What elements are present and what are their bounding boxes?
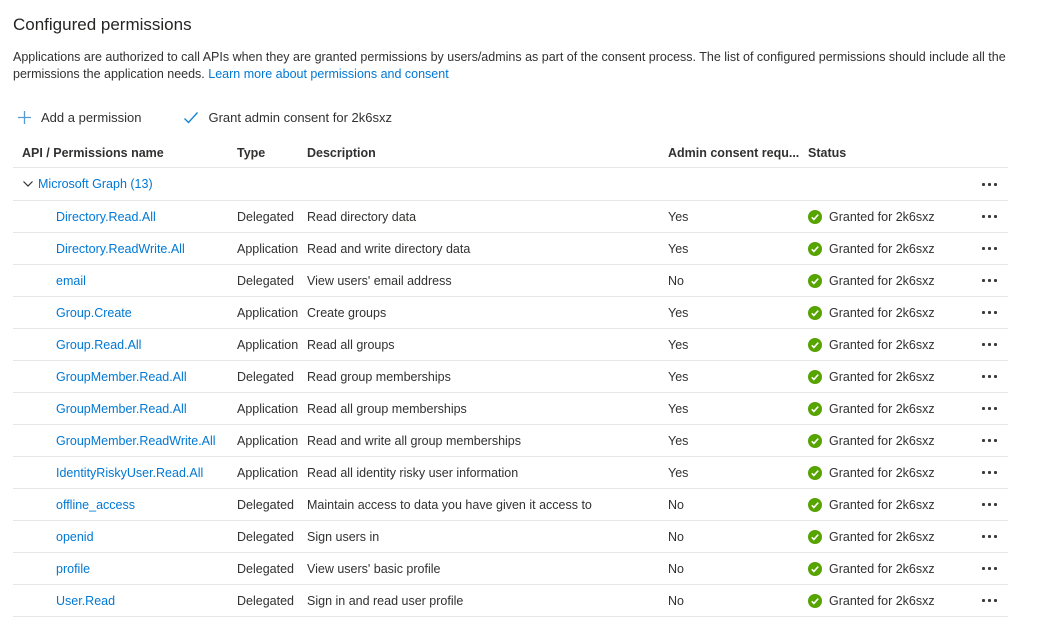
permission-description: Sign in and read user profile [307,593,464,608]
permission-description: Read group memberships [307,369,451,384]
table-body [13,201,1008,617]
status-cell [799,274,971,288]
status-text: Granted for 2k6sxz [829,465,935,480]
granted-check-icon [808,562,822,576]
permission-name-link[interactable]: profile [56,561,91,576]
admin-consent-required-value: Yes [668,241,689,256]
learn-more-link[interactable]: Learn more about permissions and consent [208,67,449,81]
status-cell [799,370,971,384]
permissions-table [13,138,1008,617]
status-cell [799,242,971,256]
row-context-menu-button[interactable] [978,497,1001,512]
row-context-menu-button[interactable] [978,465,1001,480]
permission-type: Application [237,433,298,448]
column-header-description: Description [307,145,376,160]
admin-consent-required-value: Yes [668,209,689,224]
status-cell [799,402,971,416]
status-cell [799,594,971,608]
status-text: Granted for 2k6sxz [829,401,935,416]
checkmark-icon [183,111,199,124]
granted-check-icon [808,242,822,256]
grant-admin-consent-label: Grant admin consent for 2k6sxz [208,109,392,125]
status-cell [799,434,971,448]
permission-type: Application [237,465,298,480]
row-context-menu-button[interactable] [978,241,1001,256]
row-context-menu-button[interactable] [978,209,1001,224]
table-row [13,233,1008,265]
row-context-menu-button[interactable] [978,305,1001,320]
table-header-row [13,138,1008,168]
status-text: Granted for 2k6sxz [829,529,935,544]
admin-consent-required-value: Yes [668,305,689,320]
permission-description: Maintain access to data you have given it access to [307,497,592,512]
table-row [13,265,1008,297]
permission-name-link[interactable]: Group.Read.All [56,337,142,352]
permission-description: Create groups [307,305,387,320]
granted-check-icon [808,498,822,512]
admin-consent-required-value: Yes [668,369,689,384]
permission-name-link[interactable]: GroupMember.Read.All [56,401,187,416]
column-header-status: Status [808,145,847,160]
status-text: Granted for 2k6sxz [829,433,935,448]
status-text: Granted for 2k6sxz [829,241,935,256]
table-row [13,425,1008,457]
table-row [13,553,1008,585]
permission-name-link[interactable]: GroupMember.Read.All [56,369,187,384]
table-row [13,489,1008,521]
status-cell [799,466,971,480]
permission-description: Read all identity risky user information [307,465,519,480]
api-group-row [13,168,1008,201]
granted-check-icon [808,466,822,480]
table-row [13,201,1008,233]
page-title: Configured permissions [13,15,192,34]
granted-check-icon [808,434,822,448]
row-context-menu-button[interactable] [978,337,1001,352]
grant-admin-consent-button[interactable] [179,108,396,127]
status-text: Granted for 2k6sxz [829,561,935,576]
chevron-down-icon[interactable] [22,178,34,190]
status-cell [799,338,971,352]
granted-check-icon [808,402,822,416]
permission-description: Read and write directory data [307,241,471,256]
table-row [13,457,1008,489]
admin-consent-required-value: No [668,561,684,576]
permission-name-link[interactable]: IdentityRiskyUser.Read.All [56,465,204,480]
permission-name-link[interactable]: openid [56,529,94,544]
status-cell [799,530,971,544]
admin-consent-required-value: Yes [668,465,689,480]
permission-name-link[interactable]: Directory.ReadWrite.All [56,241,185,256]
granted-check-icon [808,594,822,608]
permission-name-link[interactable]: email [56,273,86,288]
permission-type: Delegated [237,209,294,224]
row-context-menu-button[interactable] [978,401,1001,416]
admin-consent-required-value: Yes [668,401,689,416]
permission-name-link[interactable]: offline_access [56,497,135,512]
permission-description: View users' basic profile [307,561,441,576]
row-context-menu-button[interactable] [978,529,1001,544]
granted-check-icon [808,306,822,320]
permission-type: Application [237,305,298,320]
permission-type: Delegated [237,369,294,384]
permission-description: Read all group memberships [307,401,467,416]
admin-consent-required-value: No [668,593,684,608]
status-cell [799,498,971,512]
permission-type: Delegated [237,497,294,512]
api-group-link[interactable]: Microsoft Graph (13) [38,177,153,191]
row-context-menu-button[interactable] [978,433,1001,448]
row-context-menu-button[interactable] [978,177,1001,192]
column-header-admin-consent: Admin consent requ... [668,145,799,160]
row-context-menu-button[interactable] [978,273,1001,288]
table-row [13,393,1008,425]
admin-consent-required-value: Yes [668,433,689,448]
admin-consent-required-value: No [668,273,684,288]
add-permission-label: Add a permission [41,109,142,125]
status-text: Granted for 2k6sxz [829,209,935,224]
permission-name-link[interactable]: GroupMember.ReadWrite.All [56,433,216,448]
permission-name-link[interactable]: Directory.Read.All [56,209,156,224]
table-row [13,585,1008,617]
row-context-menu-button[interactable] [978,561,1001,576]
status-cell [799,306,971,320]
table-row [13,297,1008,329]
page-description [13,49,1008,83]
plus-icon [17,110,32,125]
status-text: Granted for 2k6sxz [829,337,935,352]
permission-type: Application [237,401,298,416]
column-header-name: API / Permissions name [22,145,164,160]
page-description-text: Applications are authorized to call APIs when they are granted permissions by users/admins as part of the consent process. The list of configured permissions should include all the permissions the application needs. [13,50,1006,81]
status-text: Granted for 2k6sxz [829,273,935,288]
permission-type: Delegated [237,273,294,288]
permission-type: Delegated [237,529,294,544]
status-text: Granted for 2k6sxz [829,369,935,384]
permission-description: Read all groups [307,337,395,352]
table-row [13,521,1008,553]
permission-name-link[interactable]: Group.Create [56,305,132,320]
granted-check-icon [808,370,822,384]
add-permission-button[interactable] [13,108,145,127]
admin-consent-required-value: No [668,497,684,512]
row-context-menu-button[interactable] [978,369,1001,384]
table-row [13,361,1008,393]
table-row [13,329,1008,361]
permission-description: Read directory data [307,209,417,224]
permission-type: Delegated [237,561,294,576]
permission-description: Read and write all group memberships [307,433,521,448]
column-header-type: Type [237,145,266,160]
permission-type: Delegated [237,593,294,608]
admin-consent-required-value: No [668,529,684,544]
admin-consent-required-value: Yes [668,337,689,352]
permission-name-link[interactable]: User.Read [56,593,116,608]
status-cell [799,210,971,224]
row-context-menu-button[interactable] [978,593,1001,608]
permission-type: Application [237,241,298,256]
command-bar [13,104,1057,130]
granted-check-icon [808,530,822,544]
status-text: Granted for 2k6sxz [829,305,935,320]
granted-check-icon [808,338,822,352]
permission-description: Sign users in [307,529,380,544]
permission-description: View users' email address [307,273,452,288]
status-text: Granted for 2k6sxz [829,593,935,608]
status-cell [799,562,971,576]
permission-type: Application [237,337,298,352]
granted-check-icon [808,210,822,224]
status-text: Granted for 2k6sxz [829,497,935,512]
granted-check-icon [808,274,822,288]
